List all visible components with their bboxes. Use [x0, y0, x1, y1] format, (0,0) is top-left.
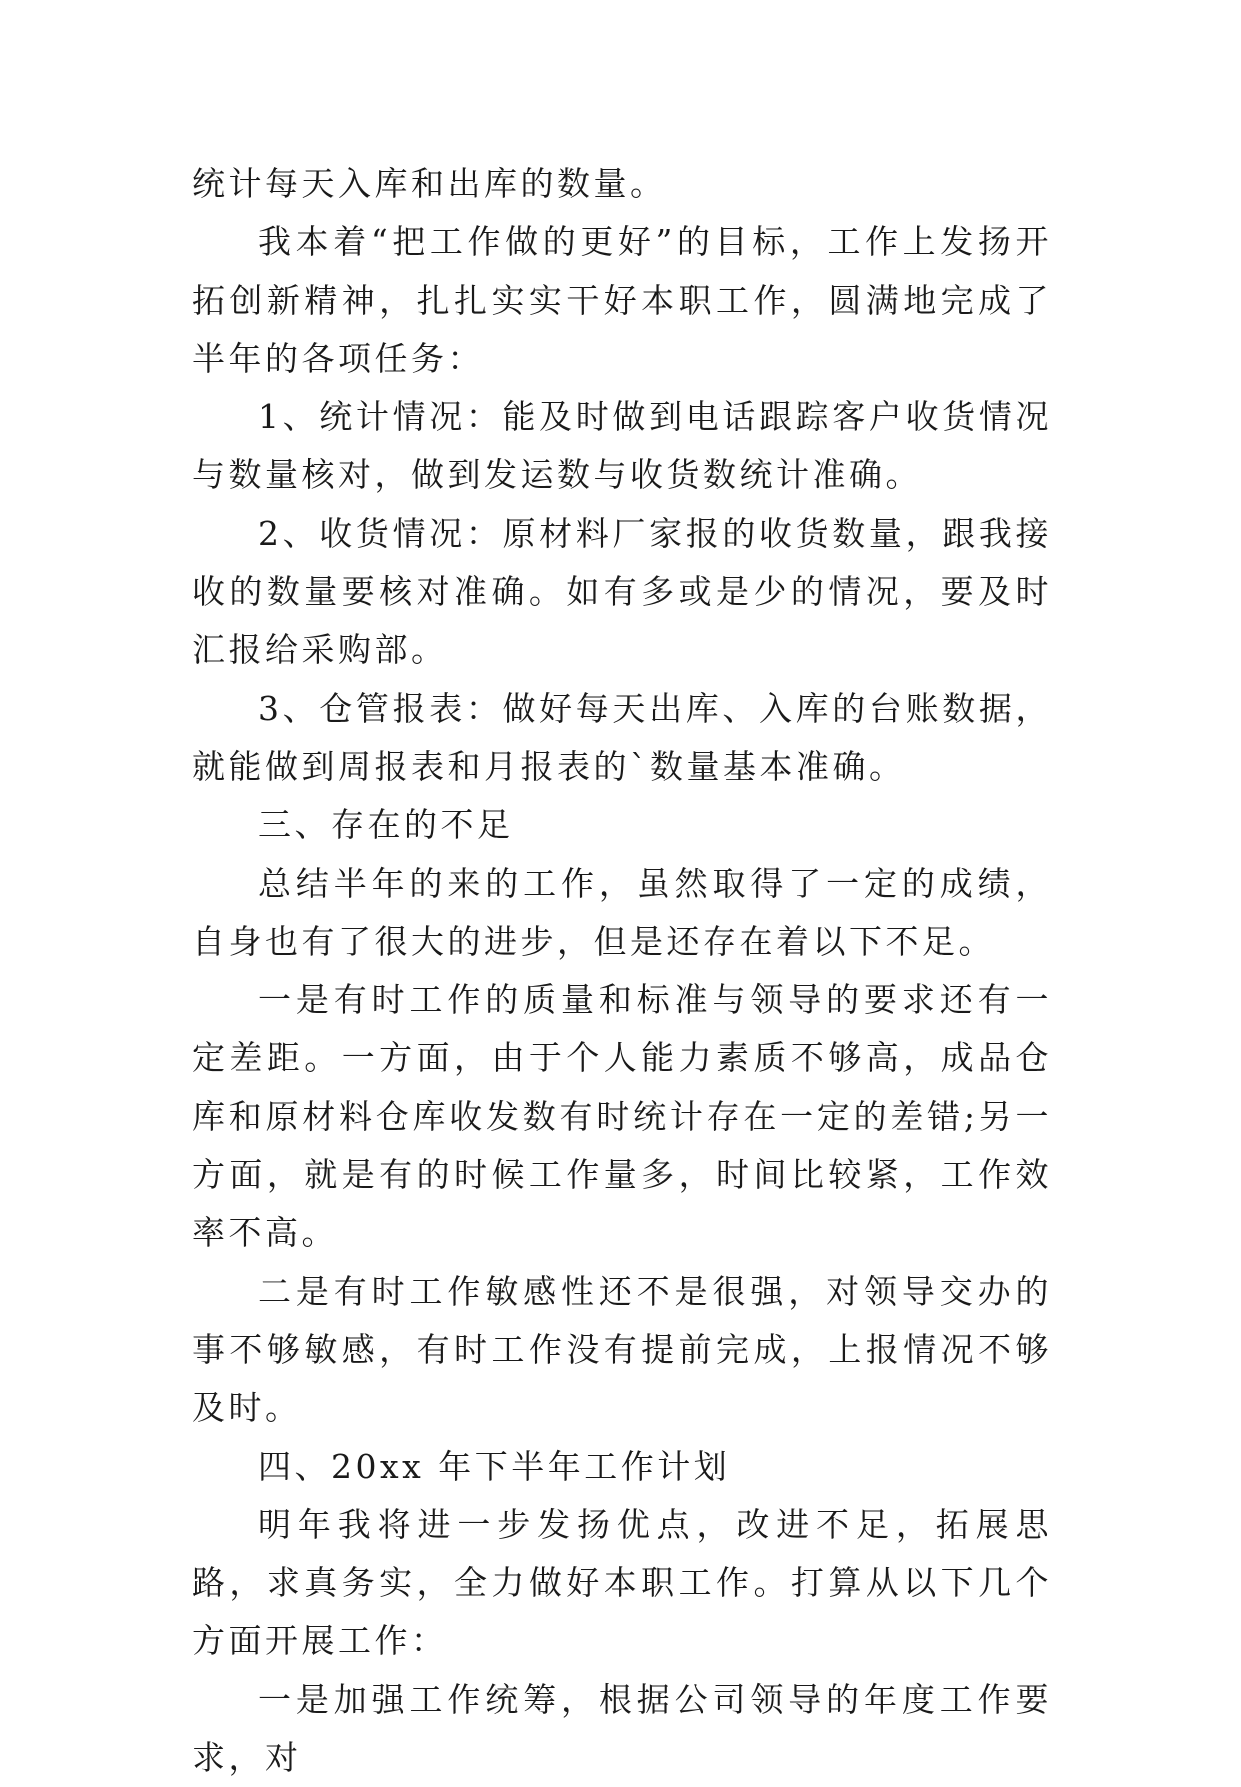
paragraph-1: 统计每天入库和出库的数量。	[192, 164, 667, 203]
paragraph-12: 一是加强工作统筹，根据公司领导的年度工作要求，对	[192, 1679, 1052, 1778]
paragraph-9: 二是有时工作敏感性还不是很强，对领导交办的事不够敏感，有时工作没有提前完成，上报情况不够及时。	[192, 1271, 1052, 1428]
paragraph-5: 3、仓管报表：做好每天出库、入库的台账数据，就能做到周报表和月报表的`数量基本准确。	[192, 688, 1052, 786]
paragraph-8: 一是有时工作的质量和标准与领导的要求还有一定差距。一方面，由于个人能力素质不够高，成品仓库和原材料仓库收发数有时统计存在一定的差错;另一方面，就是有的时候工作量多，时间比较紧，工作效率不高。	[192, 980, 1052, 1253]
section-heading-work-plan: 四、20xx 年下半年工作计划	[258, 1446, 731, 1486]
paragraph-4: 2、收货情况：原材料厂家报的收货数量，跟我接收的数量要核对准确。如有多或是少的情况，要及时汇报给采购部。	[192, 513, 1052, 670]
paragraph-7: 总结半年的来的工作，虽然取得了一定的成绩，自身也有了很大的进步，但是还存在着以下不足。	[192, 863, 1052, 961]
document-body	[192, 155, 1052, 1787]
section-heading-shortcomings: 三、存在的不足	[258, 805, 514, 845]
paragraph-2: 我本着“把工作做的更好”的目标，工作上发扬开拓创新精神，扎扎实实干好本职工作，圆满地完成了半年的各项任务：	[192, 222, 1052, 378]
paragraph-3: 1、统计情况：能及时做到电话跟踪客户收货情况与数量核对，做到发运数与收货数统计准确。	[192, 397, 1052, 495]
paragraph-11: 明年我将进一步发扬优点，改进不足，拓展思路，求真务实，全力做好本职工作。打算从以下几个方面开展工作：	[192, 1504, 1052, 1661]
